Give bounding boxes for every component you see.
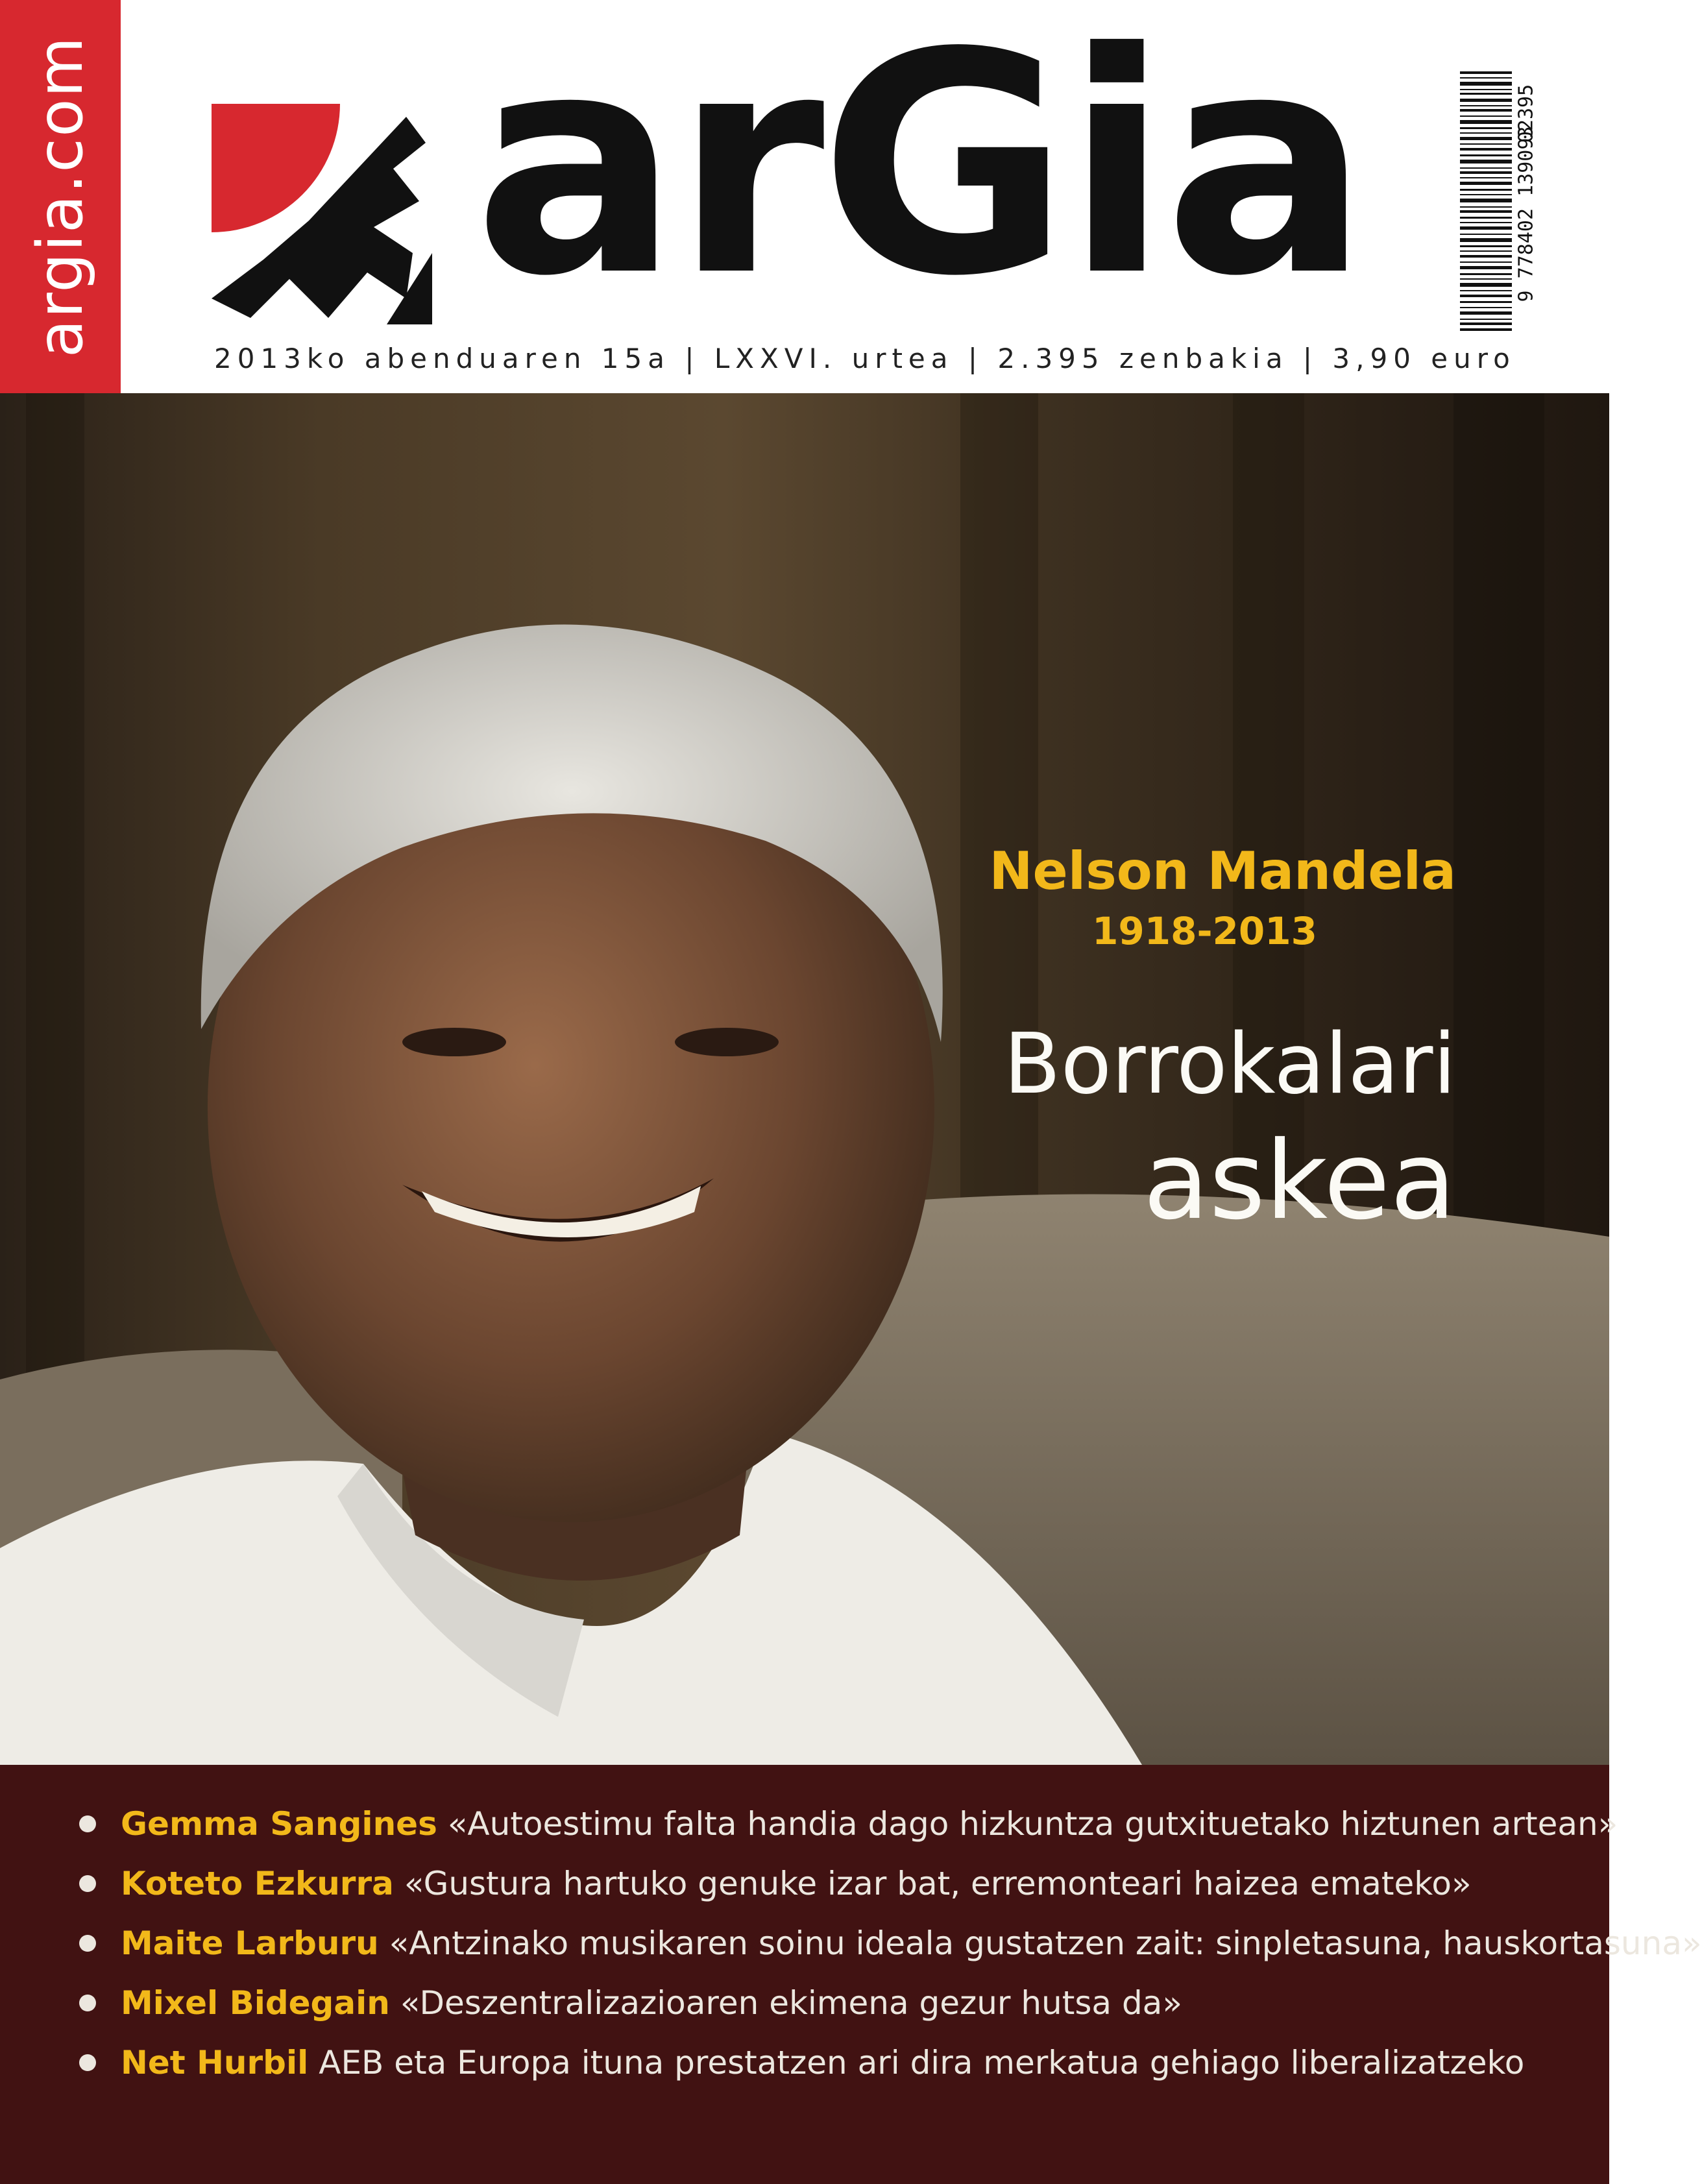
- barcode-code: 02395: [1514, 84, 1538, 143]
- headline-line-2: askea: [1143, 1119, 1456, 1244]
- issue-line: 2013ko abenduaren 15a | LXXVI. urtea | 2.395 zenbakia | 3,90 euro: [214, 343, 1516, 374]
- contents-item-name: Net Hurbil: [121, 2044, 309, 2081]
- contents-item-text: AEB eta Europa ituna prestatzen ari dira merkatua gehiago liberalizatzeko: [319, 2044, 1525, 2081]
- contents-list: [79, 1794, 1702, 2093]
- website-label: argia.com: [24, 35, 97, 358]
- contents-item-text: «Gustura hartuko genuke izar bat, erremonteari haizea emateko»: [404, 1865, 1472, 1902]
- contents-item-text: «Deszentralizazioaren ekimena gezur hutsa da»: [400, 1984, 1182, 2022]
- barcode-icon: [1460, 71, 1512, 331]
- masthead-logo: arGia: [474, 0, 1365, 343]
- contents-item-name: Maite Larburu: [121, 1924, 379, 1962]
- bullet-icon: [79, 1815, 96, 1832]
- bullet-icon: [79, 2054, 96, 2071]
- contents-item-name: Koteto Ezkurra: [121, 1865, 394, 1902]
- feature-name: Nelson Mandela: [989, 841, 1456, 901]
- feature-years: 1918-2013: [1092, 909, 1317, 953]
- bullet-icon: [79, 1875, 96, 1892]
- contents-item-name: Mixel Bidegain: [121, 1984, 390, 2022]
- contents-item: [79, 1973, 1572, 2033]
- contents-item-name: Gemma Sangines: [121, 1805, 437, 1843]
- bullet-icon: [79, 1995, 96, 2011]
- contents-item: [79, 2033, 1572, 2093]
- barcode-number: 9 778402 139093: [1514, 126, 1538, 302]
- contents-item-text: «Antzinako musikaren soinu ideala gustatzen zait: sinpletasuna, hauskortasuna»: [389, 1924, 1702, 1962]
- headline-line-1: Borrokalari: [1003, 1016, 1456, 1113]
- cover-photo-area: [0, 393, 1609, 1765]
- logo-mark-icon: [212, 104, 432, 324]
- side-strip: [0, 0, 121, 393]
- contents-item: [79, 1794, 1618, 1854]
- contents-item: [79, 1913, 1702, 1973]
- contents-item: [79, 1854, 1572, 1913]
- contents-item-text: «Autoestimu falta handia dago hizkuntza gutxituetako hiztunen artean»: [447, 1805, 1618, 1843]
- bullet-icon: [79, 1935, 96, 1952]
